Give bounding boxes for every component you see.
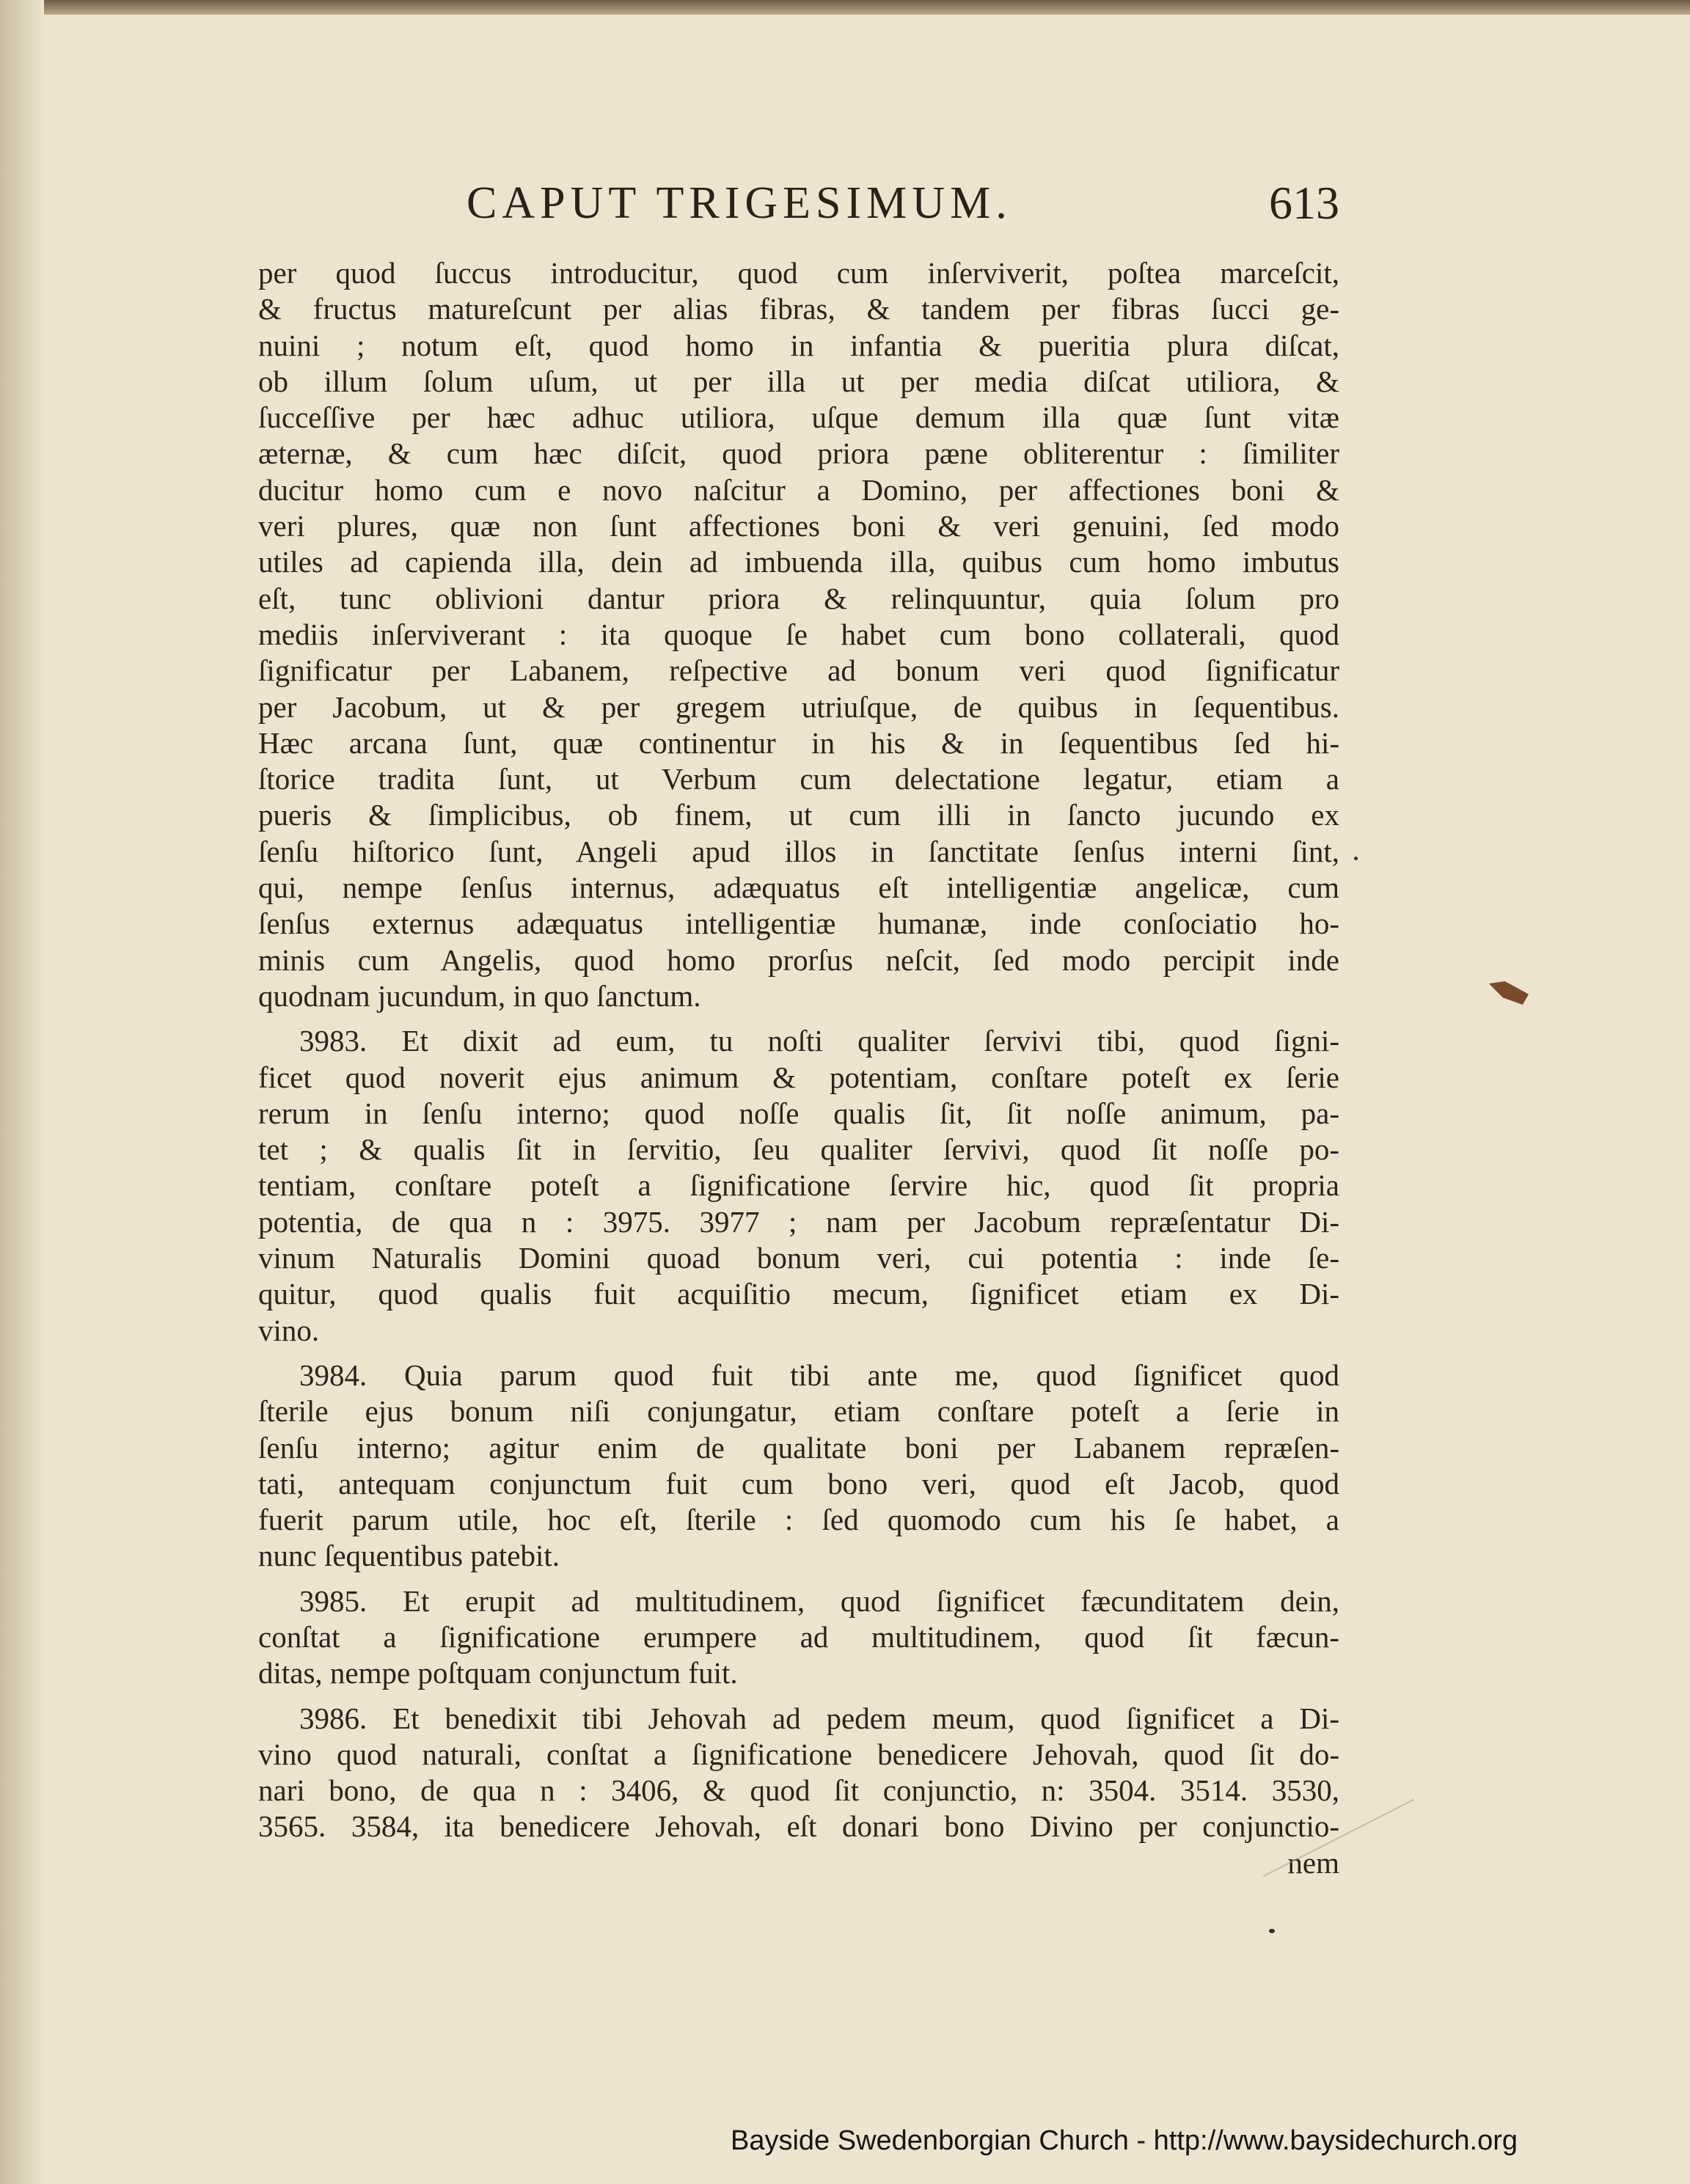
text-line: vinum Naturalis Domini quoad bonum veri, cui potentia : inde ſe- bbox=[258, 1241, 1339, 1275]
page-header bbox=[467, 177, 1339, 243]
catchword: nem bbox=[1287, 1845, 1339, 1880]
text-line: ſenſu interno; agitur enim de qualitate boni per Labanem repræſen- bbox=[258, 1430, 1339, 1465]
running-title: CAPUT TRIGESIMUM. bbox=[467, 178, 1012, 228]
ink-speck bbox=[1354, 857, 1358, 860]
text-line: quodnam jucundum, in quo ſanctum. bbox=[258, 978, 701, 1013]
text-line: 3565. 3584, ita benedicere Jehovah, eſt donari bono Divino per conjunctio- bbox=[258, 1809, 1339, 1844]
text-line: 3983. Et dixit ad eum, tu noſti qualiter ſervivi tibi, quod ſigni- bbox=[299, 1024, 1339, 1058]
text-line: tet ; & qualis ſit in ſervitio, ſeu qualiter ſervivi, quod ſit noſſe po- bbox=[258, 1132, 1339, 1167]
text-line: pueris & ſimplicibus, ob finem, ut cum illi in ſancto jucundo ex bbox=[258, 798, 1339, 832]
text-line: potentia, de qua n : 3975. 3977 ; nam per Jacobum repræſentatur Di- bbox=[258, 1204, 1339, 1239]
text-line: ditas, nempe poſtquam conjunctum fuit. bbox=[258, 1656, 738, 1690]
text-line: minis cum Angelis, quod homo prorſus neſcit, ſed modo percipit inde bbox=[258, 942, 1339, 977]
paragraph-3985 bbox=[258, 1583, 1339, 1692]
text-line: ſenſus externus adæquatus intelligentiæ humanæ, inde conſociatio ho- bbox=[258, 906, 1339, 941]
text-line: ſenſu hiſtorico ſunt, Angeli apud illos in ſanctitate ſenſus interni ſint, bbox=[258, 834, 1339, 868]
text-line: nunc ſequentibus patebit. bbox=[258, 1539, 560, 1573]
text-line: nari bono, de qua n : 3406, & quod ſit conjunctio, n: 3504. 3514. 3530, bbox=[258, 1773, 1339, 1808]
text-line: fuerit parum utile, hoc eſt, ſterile : ſed quomodo cum his ſe habet, a bbox=[258, 1503, 1339, 1537]
text-line: vino quod naturali, conſtat a ſignificatione benedicere Jehovah, quod ſit do- bbox=[258, 1737, 1339, 1771]
text-line: utiles ad capienda illa, dein ad imbuenda illa, quibus cum homo imbutus bbox=[258, 545, 1339, 579]
text-line: ficet quod noverit ejus animum & potentiam, conſtare poteſt ex ſerie bbox=[258, 1060, 1339, 1094]
text-line: tati, antequam conjunctum fuit cum bono veri, quod eſt Jacob, quod bbox=[258, 1466, 1339, 1500]
text-line: mediis inſerviverant : ita quoque ſe habet cum bono collaterali, quod bbox=[258, 617, 1339, 651]
text-line: ſtorice tradita ſunt, ut Verbum cum delectatione legatur, etiam a bbox=[258, 762, 1339, 796]
book-top-edge bbox=[0, 0, 1690, 15]
text-line: ſignificatur per Labanem, reſpective ad bonum veri quod ſignificatur bbox=[258, 653, 1339, 688]
text-line: ob illum ſolum uſum, ut per illa ut per media diſcat utiliora, & bbox=[258, 364, 1339, 398]
paragraph-3986 bbox=[258, 1701, 1339, 1881]
text-line: eſt, tunc oblivioni dantur priora & relinquuntur, quia ſolum pro bbox=[258, 581, 1339, 615]
paragraph-3984 bbox=[258, 1357, 1339, 1575]
text-line: conſtat a ſignificatione erumpere ad multitudinem, quod ſit fæcun- bbox=[258, 1619, 1339, 1654]
gutter-shadow bbox=[0, 0, 44, 2184]
text-line: & fructus matureſcunt per alias fibras, & tandem per fibras ſucci ge- bbox=[258, 292, 1339, 326]
text-line: quitur, quod qualis fuit acquiſitio mecum, ſignificet etiam ex Di- bbox=[258, 1277, 1339, 1311]
body-text bbox=[258, 255, 1339, 1881]
paper-chip bbox=[1489, 981, 1529, 1005]
text-line: 3984. Quia parum quod fuit tibi ante me, quod ſignificet quod bbox=[299, 1357, 1339, 1392]
text-line: qui, nempe ſenſus internus, adæquatus eſt intelligentiæ angelicæ, cum bbox=[258, 871, 1339, 905]
text-line: ducitur homo cum e novo naſcitur a Domino, per affectiones boni & bbox=[258, 472, 1339, 507]
paragraph-3983 bbox=[258, 1023, 1339, 1349]
text-line: 3986. Et benedixit tibi Jehovah ad pedem meum, quod ſignificet a Di- bbox=[299, 1701, 1339, 1735]
text-line: veri plures, quæ non ſunt affectiones boni & veri genuini, ſed modo bbox=[258, 509, 1339, 543]
text-line: æternæ, & cum hæc diſcit, quod priora pæne obliterentur : ſimiliter bbox=[258, 436, 1339, 471]
text-line: 3985. Et erupit ad multitudinem, quod ſignificet fæcunditatem dein, bbox=[299, 1583, 1339, 1618]
text-line: Hæc arcana ſunt, quæ continentur in his & in ſequentibus ſed hi- bbox=[258, 725, 1339, 760]
text-line: per Jacobum, ut & per gregem utriuſque, de quibus in ſequentibus. bbox=[258, 689, 1339, 724]
text-line: ſucceſſive per hæc adhuc utiliora, uſque demum illa quæ ſunt vitæ bbox=[258, 400, 1339, 435]
text-line: ſterile ejus bonum niſi conjungatur, etiam conſtare poteſt a ſerie in bbox=[258, 1394, 1339, 1429]
text-line: tentiam, conſtare poteſt a ſignificatione ſervire hic, quod ſit propria bbox=[258, 1168, 1339, 1203]
ink-speck bbox=[1269, 1929, 1275, 1933]
text-line: per quod ſuccus introducitur, quod cum inſerviverit, poſtea marceſcit, bbox=[258, 256, 1339, 290]
text-line: nuini ; notum eſt, quod homo in infantia & pueritia plura diſcat, bbox=[258, 328, 1339, 362]
text-line: vino. bbox=[258, 1313, 320, 1347]
page-number: 613 bbox=[1269, 177, 1339, 229]
paragraph-continuation bbox=[258, 255, 1339, 1014]
text-line: rerum in ſenſu interno; quod noſſe qualis ſit, ſit noſſe animum, pa- bbox=[258, 1096, 1339, 1130]
watermark-credit: Bayside Swedenborgian Church - http://www.baysidechurch.org bbox=[731, 2125, 1518, 2156]
